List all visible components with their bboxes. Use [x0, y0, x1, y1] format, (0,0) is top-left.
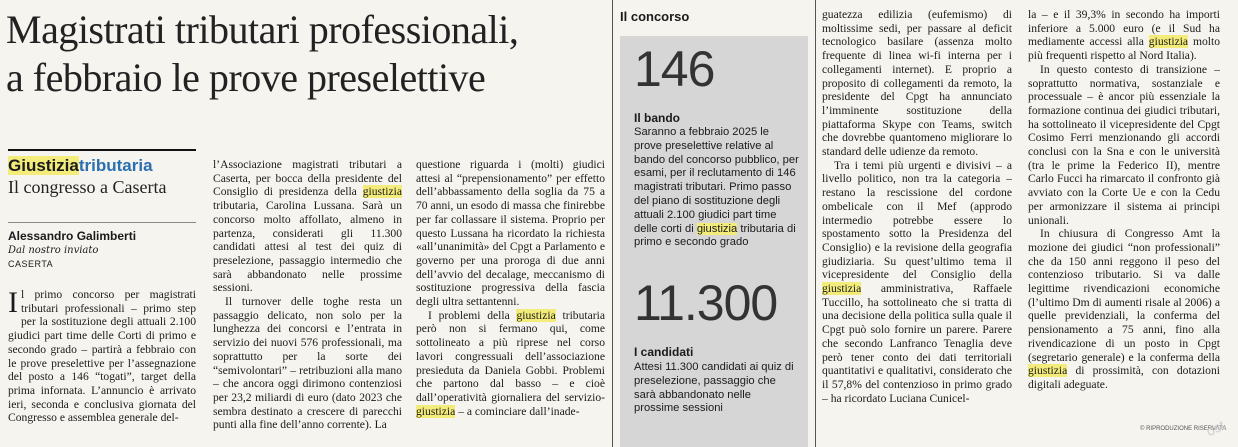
sidebar-text-1-a: Saranno a febbraio 2025 le prove preselettive relative al bando del concorso pubblico, per esami, per il reclutamento di 146 magistrati tributari. Primo passo del piano di sostituzione degli attuali 2.100 giudici part time delle corti di	[634, 126, 799, 235]
col4-paragraph-2	[822, 159, 1012, 406]
col5-paragraph-2: In questo contesto di transizione – soprattutto normativa, sostanziale e processuale – è ancor più essenziale la formazione continua dei giudici tributari, ha sottolineato il vicepresidente del Cpgt Cosimo Ferri menzionando gli accordi conclusi con la Sna e con le università (tra le prime la Federico II), mentre Carlo Fucci ha rimarcato il confronto già avviato con la Corte Ue e con la Cedu per armonizzare il sistema ai principi unionali.	[1028, 62, 1220, 227]
col4-p2-a: Tra i temi più urgenti e divisivi – a livello politico, non tra la categoria – restano la rescissione del cordone ombelicale con il Mef (approdo intermedio potrebbe essere lo spostamento sotto la Presidenza del Consiglio) e la revisione della geografia giudiziaria. Su quest’ultimo tema il vicepresidente del Consiglio della	[822, 158, 1012, 282]
big-number-1: 146	[634, 41, 715, 97]
sidebar-label: Il concorso	[620, 9, 690, 24]
article-column-1	[8, 288, 196, 446]
copyright-notice: © RIPRODUZIONE RISERVATA	[1140, 426, 1227, 432]
section-label	[8, 156, 153, 176]
sidebar-text-1-b: tributaria di primo e secondo grado	[634, 222, 796, 249]
sidebar-heading-1: Il bando	[634, 111, 680, 125]
highlight: giustizia	[416, 404, 456, 418]
col4-paragraph-1: guatezza edilizia (eufemismo) di moltissime sedi, per passare al deficit tecnologico basilare (assenza molto frequente di linea wi-fi interna per i collegamenti internet). E proprio a proposito di collegamenti da remoto, la presidente del Cpgt ha annunciato l’imminente sostituzione della piattaforma Skype con Teams, switch che dovrebbe quantomeno migliorare lo standard delle udienze da remoto.	[822, 8, 1012, 159]
highlight: giustizia	[516, 308, 556, 322]
highlight: giustizia	[362, 185, 402, 199]
highlight: giustizia	[1148, 35, 1189, 49]
col3-paragraph-2	[416, 309, 605, 419]
highlight: giustizia	[822, 282, 862, 296]
headline-line-1: Magistrati tributari professionali,	[6, 7, 519, 52]
headline-line-2: a febbraio le prove preselettive	[6, 55, 486, 100]
article-column-2	[213, 158, 402, 446]
col1-text: l primo concorso per magistrati tributari professionali – primo step per la sostituzione degli attuali 2.100 giudici part time delle Corti di primo e secondo grado – partirà a febbraio con le prove preselettive per l’assegnazione del posto a 146 “togati”, target della prima infornata. L’annuncio è arrivato ieri, seconda e conclusiva giornata del Congresso e assemblea generale del-	[8, 288, 196, 425]
col4-p2-b: amministrativa, Raffaele Tuccillo, ha sottolineato che si tratta di una decisione della politica sulla quale il Cpgt può solo fornire un parere. Parere che secondo Lanfranco Tenaglia deve però tener conto dei dati territoriali quantitativi e qualitativi, considerato che il 57,8% del contenzioso in primo grado – ha ricordato Luciana Cunicel-	[822, 282, 1012, 405]
col2-p1-b: tributaria, Carolina Lussana. Sarà un concorso molto affollato, almeno in partenza, considerati gli 11.300 candidati attesi al test dei quiz di preselezione, passaggio intermedio che sarà abbandonato nelle prossime sessioni.	[213, 199, 402, 295]
byline-author: Alessandro Galimberti	[8, 229, 137, 243]
kicker: Il congresso a Caserta	[8, 177, 167, 197]
col3-p2-b: tributaria però non si fermano qui, come sottolineato a più riprese nel corso lavori congressuali dell’associazione presieduta da Daniela Gobbi. Problemi che partono dal basso – e cioè dall’operatività giornaliera del servizio-	[416, 308, 605, 404]
headline	[6, 6, 606, 102]
col5-p3-b: di prossimità, con dotazioni digitali adeguate.	[1028, 364, 1220, 391]
column-divider	[612, 0, 613, 447]
highlight: giustizia	[1028, 364, 1068, 378]
article-column-4	[822, 8, 1012, 446]
section-word-2: tributaria	[78, 156, 153, 175]
col2-paragraph-2: Il turnover delle toghe resta un passaggio delicato, non solo per la lunghezza dei concorsi e l’entrata in servizio dei nuovi 576 professionali, ma soprattutto per la sorte dei “semivolontari” – retribuzioni alla mano – che ancora oggi dirimono contenziosi per 23,2 miliardi di euro (dato 2023 che sembra destinato a crescere di parecchi punti alla fine dell’anno corrente). La	[213, 295, 402, 432]
article-column-3	[416, 158, 605, 446]
sidebar-text-2: Attesi 11.300 candidati ai quiz di preselezione, passaggio che sarà abbandonato nelle prossime sessioni	[634, 361, 794, 415]
section-rule	[8, 149, 196, 151]
col5-p1-b: molto più frequenti rispetto al Nord Italia).	[1028, 35, 1220, 63]
sidebar-text-1	[634, 126, 799, 250]
col5-p3-a: In chiusura di Congresso Amt la mozione dei giudici “non professionali” che da 150 anni reggono il peso del contenzioso tributario. Si va dalle legittime rivendicazioni economiche (l’ultimo Dm di aumenti risale al 2006) a quelle previdenziali, la conferma del pensionamento a 75 anni, fino alla rivendicazione di un posto in Cpgt (segretario generale) e la conferma della	[1028, 227, 1220, 364]
column-divider	[815, 0, 816, 447]
article-column-5	[1028, 8, 1220, 428]
drop-cap: I	[8, 288, 18, 319]
watermark: ost	[1203, 416, 1228, 440]
highlight: giustizia	[696, 222, 738, 235]
col5-p1-a: la – e il 39,3% in secondo ha importi inferiore a 5.000 euro (e il Sud ha mediamente accessi alla	[1028, 8, 1220, 49]
byline-role: Dal nostro inviato	[8, 245, 99, 256]
byline-rule	[8, 222, 196, 223]
col5-paragraph-1	[1028, 8, 1220, 63]
col3-p2-c: – a cominciare dall’inade-	[455, 404, 580, 418]
sidebar-heading-2: I candidati	[634, 345, 694, 359]
col5-paragraph-3	[1028, 227, 1220, 391]
col2-p1-a: l’Associazione magistrati tributari a Caserta, per bocca della presidente del Consiglio di presidenza della	[213, 158, 402, 199]
col3-paragraph-1: questione riguarda i (molti) giudici attesi al “prepensionamento” per effetto dell’abbassamento della soglia da 75 a 70 anni, un esodo di massa che finirebbe per far collassare il sistema. Proprio per questo Lussana ha ricordato la richiesta «all’unanimità» del Cpgt a Parlamento e governo per una proroga di due anni dell’avvio del decalage, meccanismo di sostituzione progressiva della fascia degli ultra settantenni.	[416, 158, 605, 309]
big-number-2: 11.300	[634, 275, 778, 331]
sidebar-box	[620, 36, 808, 447]
col3-p2-a: I problemi della	[428, 308, 517, 322]
byline-place: CASERTA	[8, 259, 54, 269]
col2-paragraph-1	[213, 158, 402, 295]
section-word-1: Giustizia	[8, 156, 79, 175]
